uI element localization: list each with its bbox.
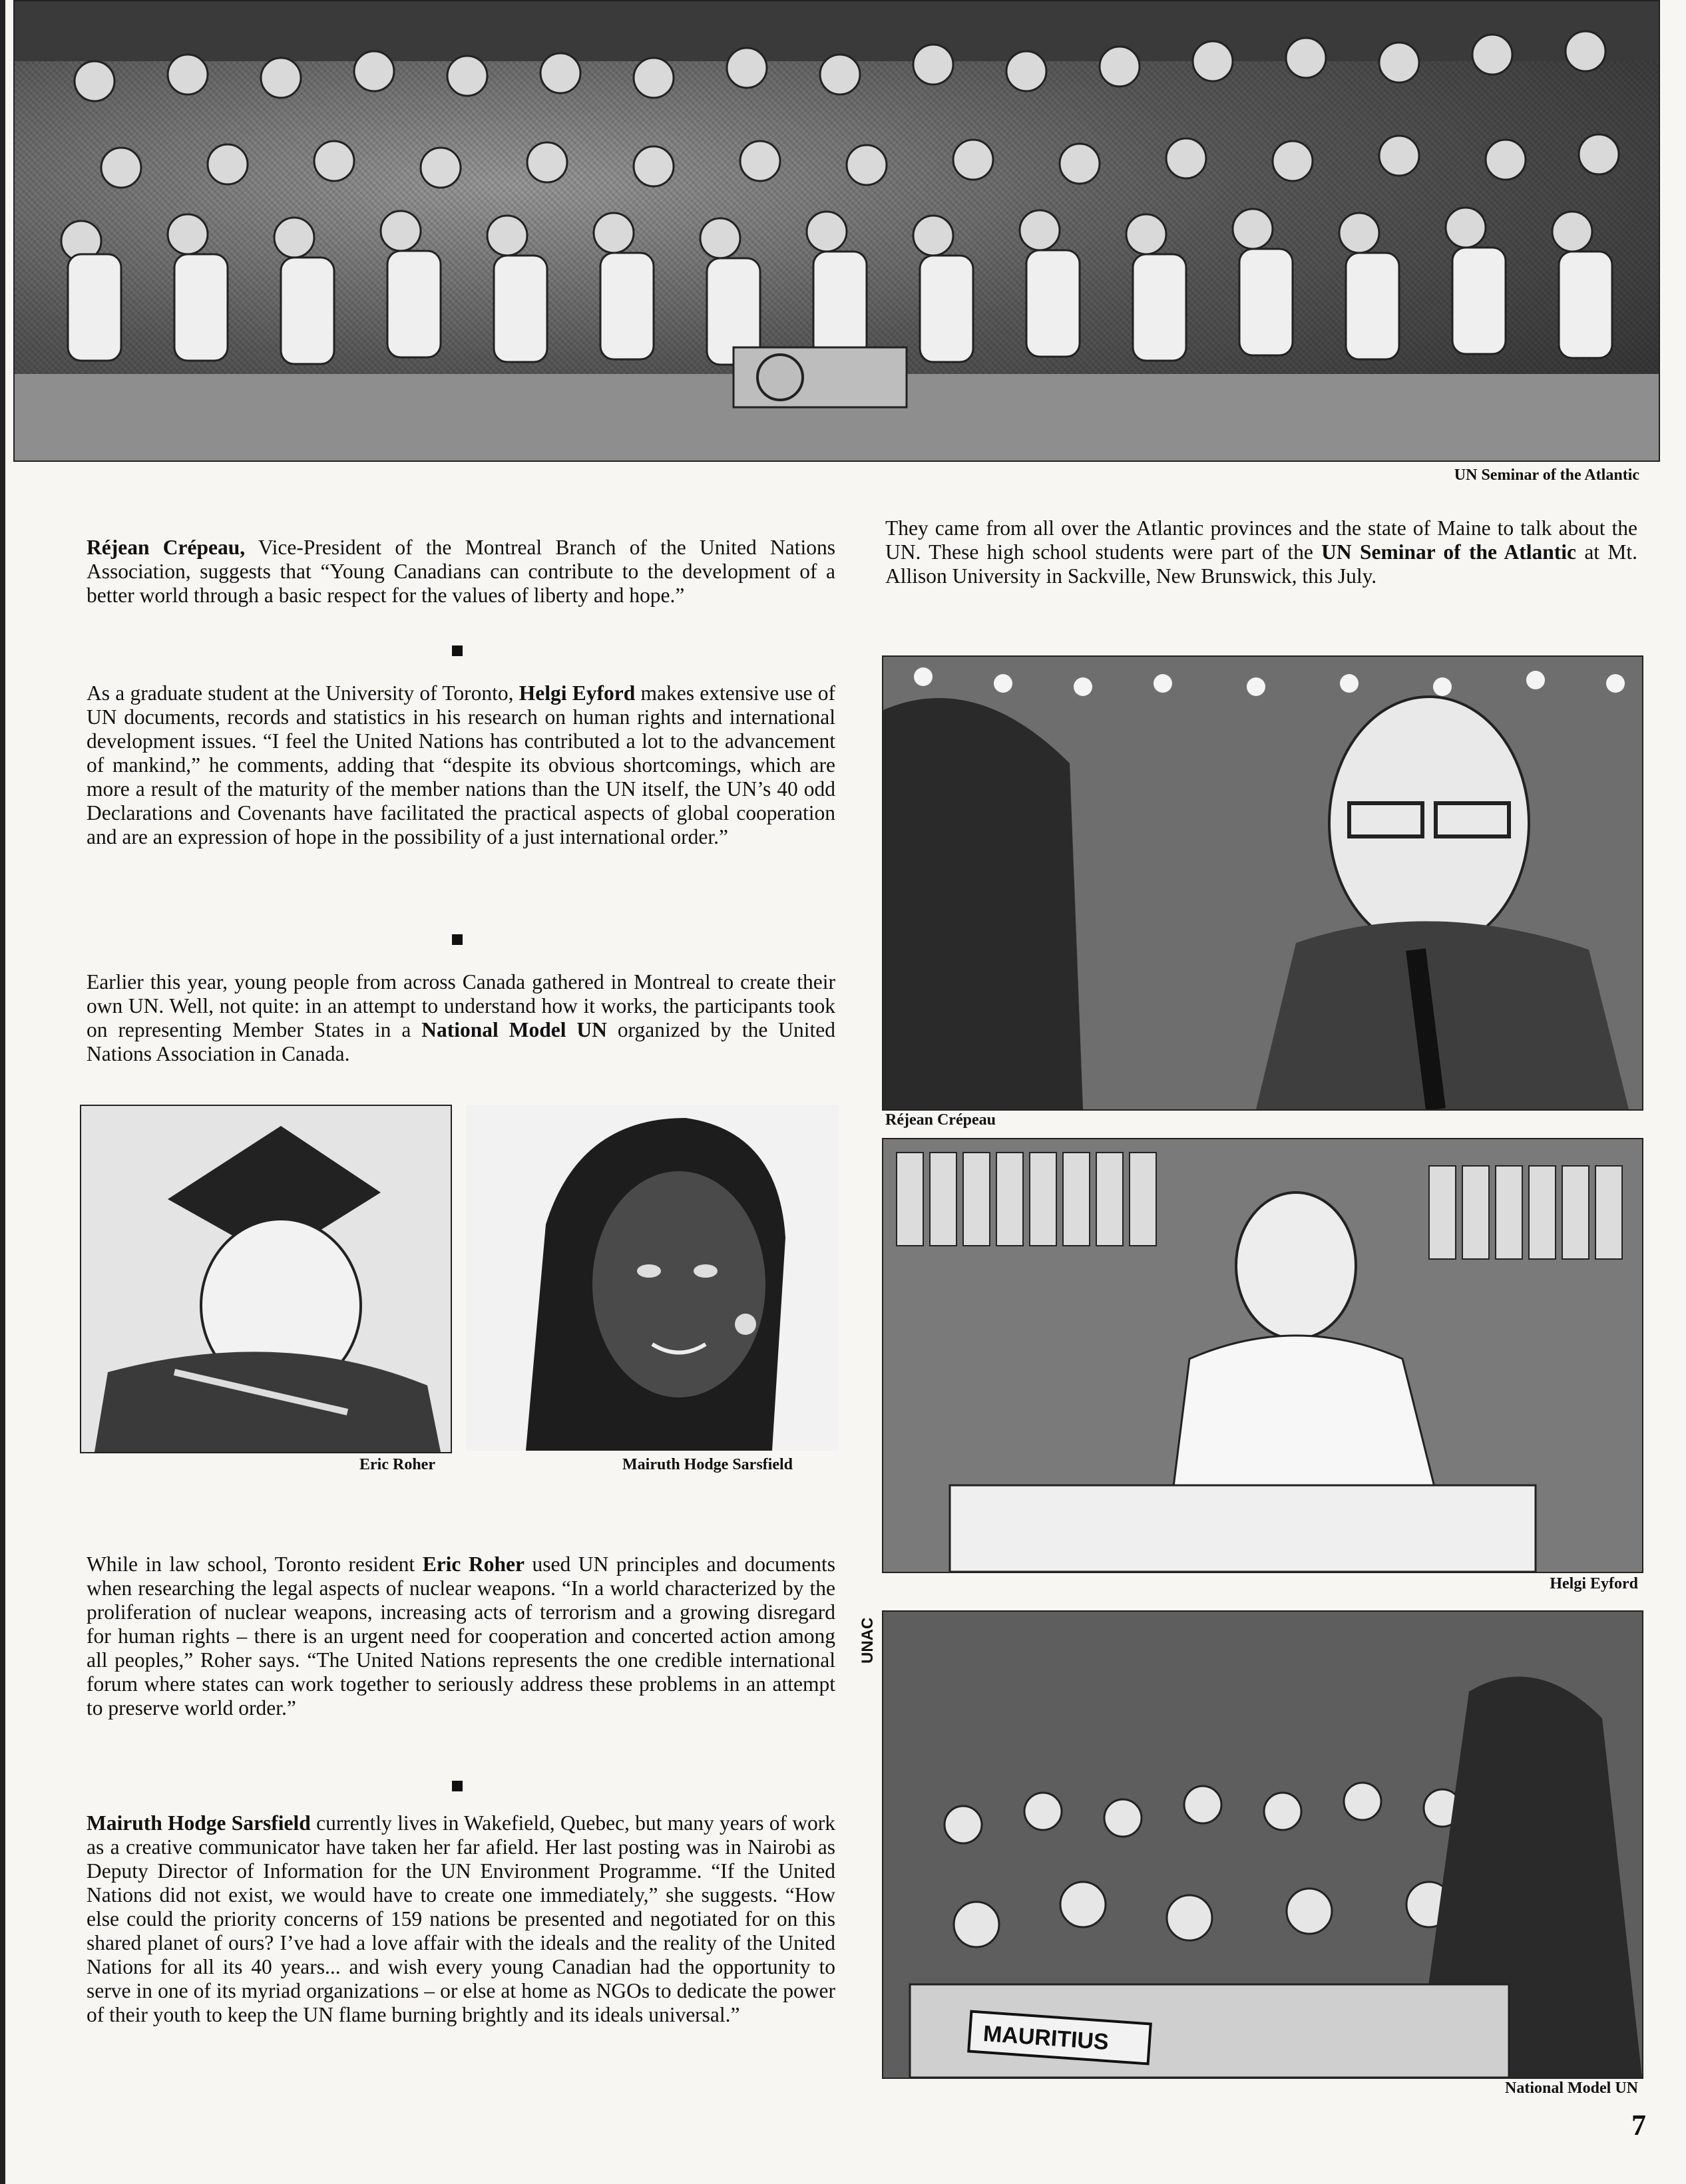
caption-model-un: National Model UN xyxy=(1505,2080,1638,2097)
caption-seminar: UN Seminar of the Atlantic xyxy=(1454,466,1639,484)
paragraph-roher: While in law school, Toronto resident Eric Roher used UN principles and documents when researching the legal aspects of nuclear weapons. “In a world characterized by the proliferation of nuclear weapons, increasing acts of terrorism and a growing disregard for human rights – there is an urgent need for cooperation and concerted action among all peoples,” Roher says. “The United Nations represents the one credible international forum where states can work together to seriously address these problems in an attempt to preserve world order.” xyxy=(87,1552,835,1720)
group-photo-seminar xyxy=(13,0,1660,462)
section-bullet xyxy=(452,645,463,656)
name-eyford: Helgi Eyford xyxy=(519,681,636,705)
paragraph-sarsfield: Mairuth Hodge Sarsfield currently lives in Wakefield, Quebec, but many years of work as a creative communicator have taken her far afield. Her last posting was in Nairobi as Deputy Director of Information for the UN Environment Programme. “If the United Nations did not exist, we would have to create one immediately,” she suggests. “How else could the priority concerns of 159 nations be presented and negotiated for on this shared planet of ours? I’ve had a love affair with the ideals and the reality of the United Nations for all its 40 years... and wish every young Canadian had the opportunity to serve in one of its myriad organizations – or else at home as NGOs to dedicate the power of their youth to keep the UN flame burning brightly and its ideals universal.” xyxy=(87,1811,835,2026)
portrait-mairuth-sarsfield xyxy=(466,1105,839,1451)
paragraph-crepeau: Réjean Crépeau, Vice-President of the Montreal Branch of the United Nations Association, suggests that “Young Canadians can contribute to the development of a better world through a basic respect for the values of liberty and hope.” xyxy=(87,536,835,607)
name-seminar: UN Seminar of the Atlantic xyxy=(1321,540,1577,564)
portrait-eric-roher xyxy=(80,1105,452,1453)
caption-sarsfield: Mairuth Hodge Sarsfield xyxy=(622,1456,793,1473)
mauritius-placard-text: MAURITIUS xyxy=(982,2021,1110,2056)
paragraph-model-un: Earlier this year, young people from across Canada gathered in Montreal to create their own UN. Well, not quite: in an attempt to understand how it works, the participants took on representing Member States in a National Model UN organized by the United Nations Association in Canada. xyxy=(87,970,835,1065)
name-model-un: National Model UN xyxy=(421,1018,607,1041)
section-bullet xyxy=(452,1781,463,1791)
name-sarsfield: Mairuth Hodge Sarsfield xyxy=(87,1811,311,1835)
page-edge-border xyxy=(0,0,5,2184)
name-crepeau: Réjean Crépeau, xyxy=(87,536,246,559)
photo-helgi-eyford xyxy=(882,1138,1643,1573)
photo-national-model-un xyxy=(882,1610,1643,2079)
name-roher: Eric Roher xyxy=(422,1552,525,1576)
page-number: 7 xyxy=(1631,2109,1646,2141)
paragraph-seminar-intro: They came from all over the Atlantic provinces and the state of Maine to talk about the UN. These high school students were part of the UN Seminar of the Atlantic at Mt. Allison University in Sackville, New Brunswick, this July. xyxy=(885,516,1637,588)
photo-credit-unac: UNAC xyxy=(859,1617,877,1664)
paragraph-eyford: As a graduate student at the University of Toronto, Helgi Eyford makes extensive use of UN documents, records and statistics in his research on human rights and international development issues. “I feel the United Nations has contributed a lot to the advancement of mankind,” he comments, adding that “despite its obvious shortcomings, which are more a result of the maturity of the member nations than the UN itself, the UN’s 40 odd Declarations and Covenants have facilitated the practical aspects of global cooperation and are an expression of hope in the possibility of a just international order.” xyxy=(87,681,835,848)
caption-eyford: Helgi Eyford xyxy=(1550,1575,1638,1592)
caption-crepeau: Réjean Crépeau xyxy=(885,1111,996,1129)
photo-rejean-crepeau xyxy=(882,655,1643,1111)
section-bullet xyxy=(452,934,463,945)
caption-roher: Eric Roher xyxy=(359,1456,435,1473)
